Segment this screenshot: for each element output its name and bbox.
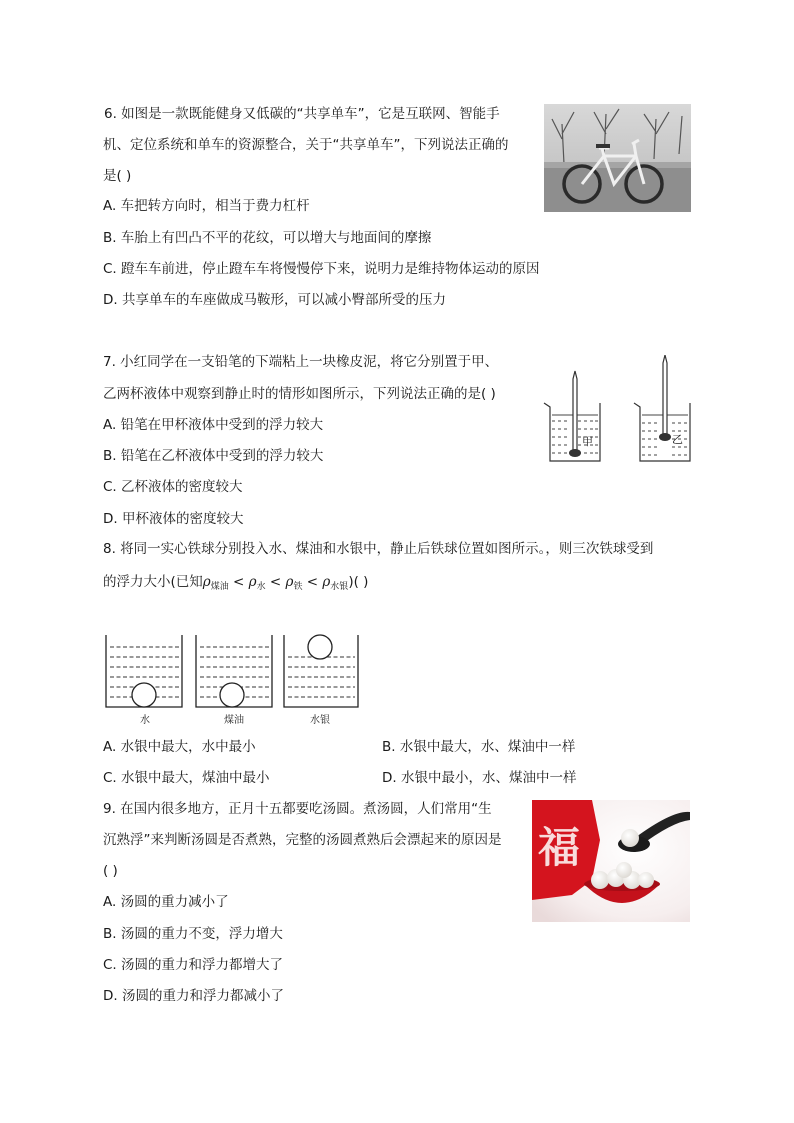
iron-ball-water <box>132 683 156 707</box>
q7-option-b[interactable]: B. 铅笔在乙杯液体中受到的浮力较大 <box>103 448 324 464</box>
q6-option-c[interactable]: C. 蹬车车前进，停止蹬车车将慢慢停下来，说明力是维持物体运动的原因 <box>103 261 540 277</box>
q9-stem-line1: 9. 在国内很多地方，正月十五都要吃汤圆。煮汤圆，人们常用“生 <box>103 801 492 817</box>
q6-option-a[interactable]: A. 车把转方向时，相当于费力杠杆 <box>103 198 310 214</box>
tangyuan-photo <box>532 800 690 922</box>
q6-stem-line2: 机、定位系统和单车的资源整合，关于“共享单车”，下列说法正确的 <box>103 137 509 153</box>
three-containers-figure <box>104 633 362 728</box>
q6-option-b[interactable]: B. 车胎上有凹凸不平的花纹，可以增大与地面间的摩擦 <box>103 230 432 246</box>
q8-stem-line2: 的浮力大小(已知$\rho_{煤油} < \rho_水 < \rho_铁 < \rho_{水银}$)( ) <box>103 574 369 592</box>
pencil-yi <box>663 355 667 435</box>
q9-stem-line3: ( ) <box>103 863 118 879</box>
label-water: 水 <box>140 715 150 726</box>
shared-bike-photo <box>544 104 691 212</box>
q8-stem-line1: 8. 将同一实心铁球分别投入水、煤油和水银中，静止后铁球位置如图所示。，则三次铁球受到 <box>103 541 654 557</box>
beakers-figure <box>540 355 700 465</box>
q9-option-c[interactable]: C. 汤圆的重力和浮力都增大了 <box>103 957 284 973</box>
label-kerosene: 煤油 <box>224 715 244 726</box>
q6-stem-line1: 6. 如图是一款既能健身又低碳的“共享单车”，它是互联网、智能手 <box>104 106 500 122</box>
q8-option-c[interactable]: C. 水银中最大，煤油中最小 <box>103 770 270 786</box>
q8-option-a[interactable]: A. 水银中最大，水中最小 <box>103 739 256 755</box>
clay-jia <box>569 449 581 457</box>
clay-yi <box>659 433 671 441</box>
q6-option-d[interactable]: D. 共享单车的车座做成马鞍形，可以减小臀部所受的压力 <box>103 292 446 308</box>
q9-option-b[interactable]: B. 汤圆的重力不变，浮力增大 <box>103 926 283 942</box>
label-mercury: 水银 <box>310 715 330 726</box>
iron-ball-kerosene <box>220 683 244 707</box>
q8-option-d[interactable]: D. 水银中最小，水、煤油中一样 <box>382 770 577 786</box>
q8-option-b[interactable]: B. 水银中最大，水、煤油中一样 <box>382 739 576 755</box>
q7-option-d[interactable]: D. 甲杯液体的密度较大 <box>103 511 244 527</box>
label-jia: 甲 <box>582 435 593 448</box>
q8-prefix: 的浮力大小(已知 <box>103 574 203 590</box>
iron-ball-mercury <box>308 635 332 659</box>
pencil-jia <box>573 371 577 451</box>
fu-character: 福 <box>538 823 581 872</box>
q9-stem-line2: 沉熟浮”来判断汤圆是否煮熟，完整的汤圆煮熟后会漂起来的原因是 <box>103 832 502 848</box>
q7-stem-line2: 乙两杯液体中观察到静止时的情形如图所示，下列说法正确的是( ) <box>103 386 496 402</box>
label-yi: 乙 <box>672 433 683 446</box>
q7-option-a[interactable]: A. 铅笔在甲杯液体中受到的浮力较大 <box>103 417 324 433</box>
q7-option-c[interactable]: C. 乙杯液体的密度较大 <box>103 479 243 495</box>
q9-option-a[interactable]: A. 汤圆的重力减小了 <box>103 894 229 910</box>
q6-stem-line3: 是( ) <box>103 168 132 184</box>
q7-stem-line1: 7. 小红同学在一支铅笔的下端粘上一块橡皮泥，将它分别置于甲、 <box>103 354 499 370</box>
q9-option-d[interactable]: D. 汤圆的重力和浮力都减小了 <box>103 988 284 1004</box>
